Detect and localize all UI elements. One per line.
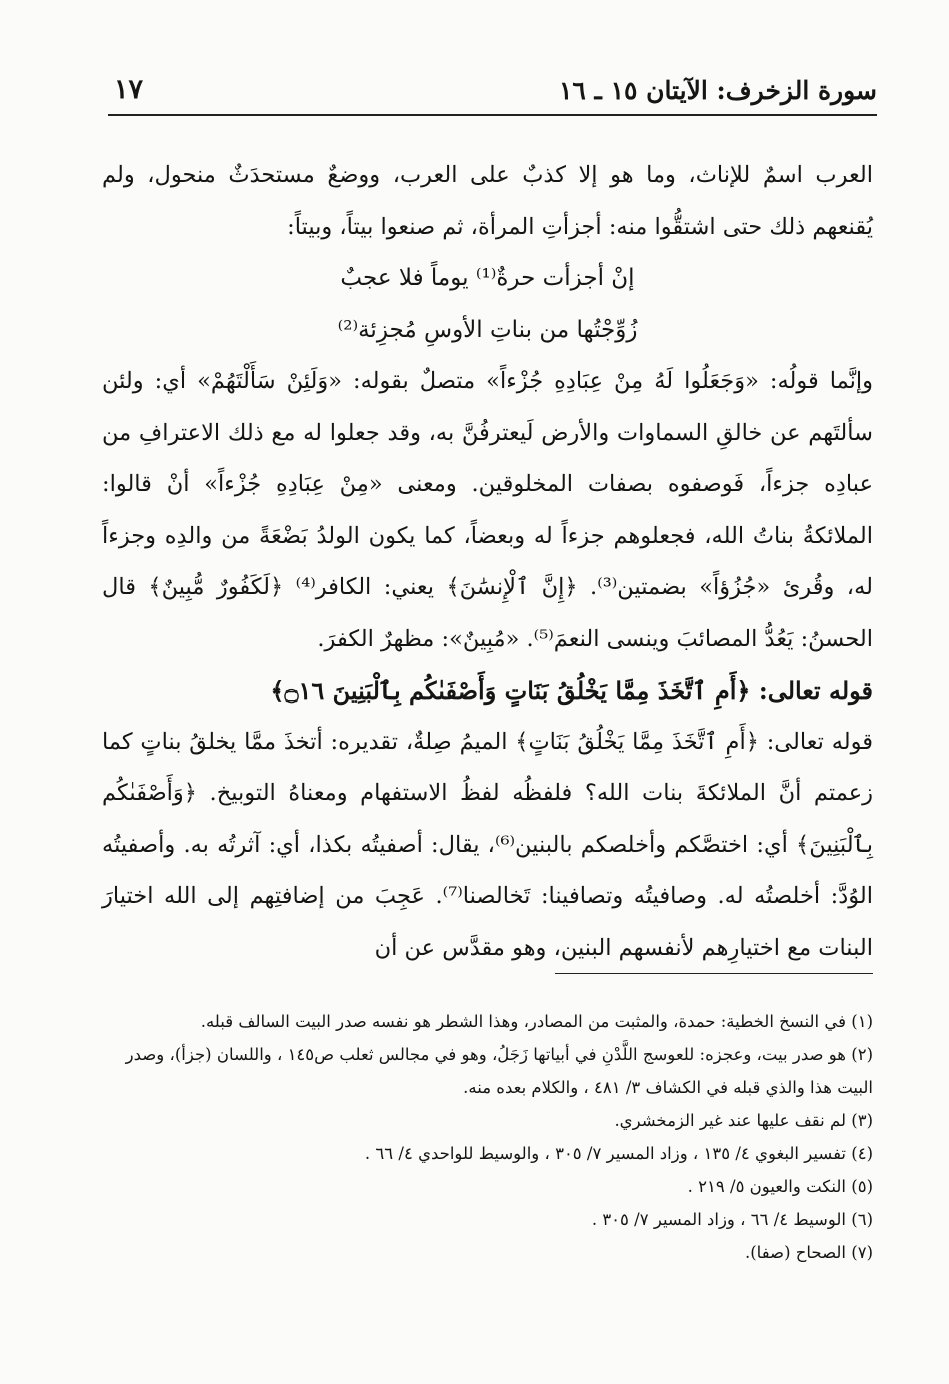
footnote-5: (٥) النكت والعيون ٥/ ٢١٩ . (687, 1177, 873, 1196)
running-header (108, 70, 877, 116)
verse-line-1: إنْ أجزأت حرةٌ⁽¹⁾ يوماً فلا عجبٌ (340, 265, 635, 291)
main-text (102, 150, 873, 974)
page-number: ١٧ (114, 74, 144, 105)
verse-line-2: زُوِّجْتُها من بناتِ الأوسِ مُجزِئة⁽²⁾ (337, 316, 638, 343)
verse-heading: قوله تعالى: ﴿أَمِ ٱتَّخَذَ مِمَّا يَخْلُقُ بَنَاتٍ وَأَصْفَىٰكُم بِٱلْبَنِينَ ۝١٦﴾ (270, 676, 873, 705)
footnote-2: (٢) هو صدر بيت، وعجزه: للعوسج اللَّدْنِ في أبياتها زَجَلُ، وهو في مجالس ثعلب ص١٤٥ ، واللسان (جزأ)، وصدر البيت هذا والذي قبله في الكشاف ٣/ ٤٨١ ، والكلام بعده منه. (125, 1045, 873, 1097)
footnotes (102, 1005, 873, 1269)
paragraph-2: وإنَّما قولُه: «وَجَعَلُوا لَهُ مِنْ عِبَادِهِ جُزْءاً» متصلٌ بقوله: «وَلَئِنْ سَأَلْتَهُمْ» أي: ولئن سألتَهم عن خالقِ السماوات والأرض لَيعترفُنَّ به، وقد جعلوا له مع ذلك الاعترافِ من عبادِه جزءاً، فَوصفوه بصفات المخلوقين. ومعنى «مِنْ عِبَادِهِ جُزْءاً» أنْ قالوا: الملائكةُ بناتُ الله، فجعلوهم جزءاً له وبعضاً، كما يكون الولدُ بَضْعَةً من والدِه وجزءاً له، وقُرئ «جُزُؤاً» بضمتين⁽³⁾. ﴿إِنَّ ٱلْإِنسَٰنَ﴾ يعني: الكافر⁽⁴⁾ ﴿لَكَفُورٌ مُّبِينٌ﴾ قال الحسنُ: يَعُدُّ المصائبَ وينسى النعمَ⁽⁵⁾. «مُبِينٌ»: مظهرٌ الكفرَ. (102, 368, 873, 652)
footnote-separator (555, 973, 873, 974)
paragraph-1: العرب اسمٌ للإناث، وما هو إلا كذبٌ على العرب، ووضعٌ مستحدَثٌ منحول، ولم يُقنعهم ذلك حتى اشتقُّوا منه: أجزأتِ المرأة، ثم صنعوا بيتاً، وبيتاً: (102, 162, 873, 240)
footnote-4: (٤) تفسير البغوي ٤/ ١٣٥ ، وزاد المسير ٧/ ٣٠٥ ، والوسيط للواحدي ٤/ ٦٦ . (364, 1144, 873, 1163)
footnote-1: (١) في النسخ الخطية: حمدة، والمثبت من المصادر، وهذا الشطر هو نفسه صدر البيت السالف قبله. (200, 1012, 873, 1031)
paragraph-3: قوله تعالى: ﴿أَمِ ٱتَّخَذَ مِمَّا يَخْلُقُ بَنَاتٍ﴾ الميمُ صِلةٌ، تقديره: أتخذَ ممَّا يخلقُ بناتٍ كما زعمتم أنَّ الملائكةَ بنات الله؟ فلفظُه لفظُ الاستفهام ومعناهُ التوبيخ. ﴿وَأَصْفَىٰكُم بِٱلْبَنِينَ﴾ أي: اختصَّكم وأخلصكم بالبنين⁽⁶⁾، يقال: أصفيتُه بكذا، أي: آثرتُه به. وأصفيتُه الوُدَّ: أخلصتُه له. وصافيتُه وتصافينا: تَخالصنا⁽⁷⁾. عَجِبَ من إضافتِهم إلى الله اختيارَ البنات مع اختيارِهم لأنفسهم البنين، وهو مقدَّس عن أن (102, 728, 874, 961)
footnote-7: (٧) الصحاح (صفا). (745, 1243, 873, 1262)
footnote-6: (٦) الوسيط ٤/ ٦٦ ، وزاد المسير ٧/ ٣٠٥ . (591, 1210, 873, 1229)
footnote-3: (٣) لم نقف عليها عند غير الزمخشري. (614, 1111, 873, 1130)
header-title: سورة الزخرف: الآيتان ١٥ ـ ١٦ (558, 76, 877, 105)
poem-verse (102, 253, 873, 356)
